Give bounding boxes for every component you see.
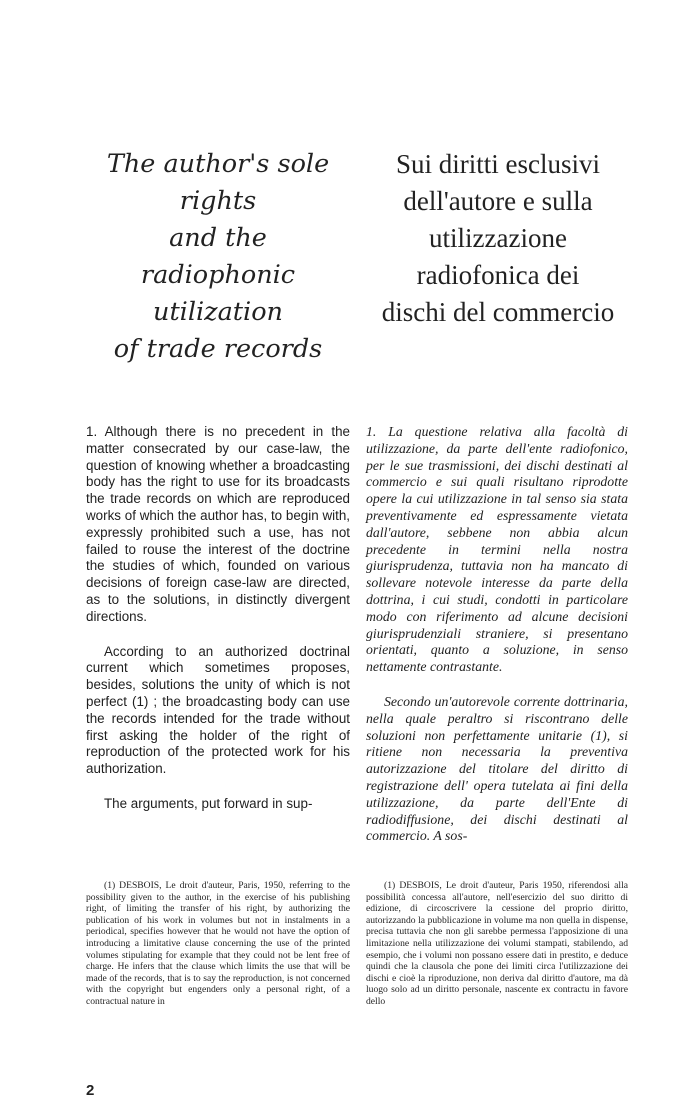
title-it-line: utilizzazione	[429, 223, 567, 253]
paragraph: Secondo un'autorevole corrente dottrinaria, nella quale peraltro si riscontrano delle soluzioni non perfettamente unitarie (1), si ritiene non necessaria la preventiva autorizzazione del titolare del diritto di registrazione dell' opera tutelata ai fini della utilizzazione, da parte dell'Ente di radiodiffusione, dei dischi destinati al commercio. A sos-	[366, 693, 628, 844]
title-en-line: rights	[179, 186, 257, 216]
title-en-line: of trade records	[113, 334, 323, 364]
title-en-line: radiophonic utilization	[140, 260, 296, 327]
page-number: 2	[86, 1082, 95, 1099]
title-en-line: The author's sole	[106, 149, 330, 179]
body-italian	[366, 424, 628, 863]
title-it-line: Sui diritti esclusivi	[395, 149, 600, 179]
footnote-text: (1) DESBOIS, Le droit d'auteur, Paris, 1950, referring to the possibility given to the author, in the exercise of his publishing right, of limiting the transfer of his right, by authorizing the publication of his work in volumes but not in instalments in a periodical, specifies however that he would not have the option of introducing a limitative clause concerning the use of the printed volumes stipulating for example that they could not be lent free of charge. He infers that the clause which limits the use that will be made of the records, that is to say the reproduction, is not concerned with the copyright but engenders only a personal right, of a contractual nature in	[86, 880, 350, 1007]
footnote-text: (1) DESBOIS, Le droit d'auteur, Paris 1950, riferendosi alla possibilità concessa all'autore, nell'esercizio del suo diritto di edizione, di circoscrivere la cessione del proprio diritto, autorizzando la pubblicazione in volume ma non quella in dispense, precisa tuttavia che non gli sarebbe permessa l'apposizione di una limitazione nella utilizzazione dei volumi stampati, stabilendo, ad esempio, che i volumi non possano essere dati in prestito, e deduce quindi che la clausola che pone dei limiti circa l'utilizzazione dei dischi e cioè la riproduzione, non deriva dal diritto d'autore, ma dà luogo solo ad un diritto personale, nascente ex contractu in favore dello	[366, 880, 628, 1007]
paragraph: 1. Although there is no precedent in the matter consecrated by our case-law, the question of knowing whether a broadcasting body has the right to use for its broadcasts the trade records on which are reproduced works of which the author has, to begin with, expressly prohibited such a use, has not failed to rouse the interest of the doctrine the studies of which, founded on various decisions of foreign case-law are directed, as to the solutions, in distinctly divergent directions.	[86, 424, 350, 624]
title-it-line: dell'autore e sulla	[403, 186, 593, 216]
footnote-english	[86, 880, 350, 1008]
title-it-line: dischi del commercio	[381, 297, 615, 327]
title-it-line: radiofonica dei	[416, 260, 580, 290]
title-english	[86, 146, 350, 368]
body-english	[86, 424, 350, 831]
paragraph: 1. La questione relativa alla facoltà di utilizzazione, da parte dell'ente radiofonico, per le sue trasmissioni, dei dischi destinati al commercio e sui quali risultano riprodotte opere la cui utilizzazione in tal senso sia stata preventivamente ed espressamente vietata dall'autore, sebbene non abbia alcun precedente in termini nella nostra giurisprudenza, tuttavia non ha mancato di sollevare notevole interesse da parte della dottrina, i cui studi, condotti in particolare modo con riferimento ad alcune decisioni giurisprudenziali straniere, si presentano orientati, quanto a soluzione, in senso nettamente contrastante.	[366, 424, 628, 675]
paragraph: The arguments, put forward in sup-	[104, 795, 313, 811]
title-italian	[362, 146, 634, 331]
title-en-line: and the	[169, 223, 267, 253]
paragraph: According to an authorized doctrinal current which sometimes proposes, besides, solutions the unity of which is not perfect (1) ; the broadcasting body can use the records intended for the trade without first asking the holder of the right of reproduction of the protected work for his authorization.	[86, 643, 350, 777]
footnote-italian	[366, 880, 628, 1008]
